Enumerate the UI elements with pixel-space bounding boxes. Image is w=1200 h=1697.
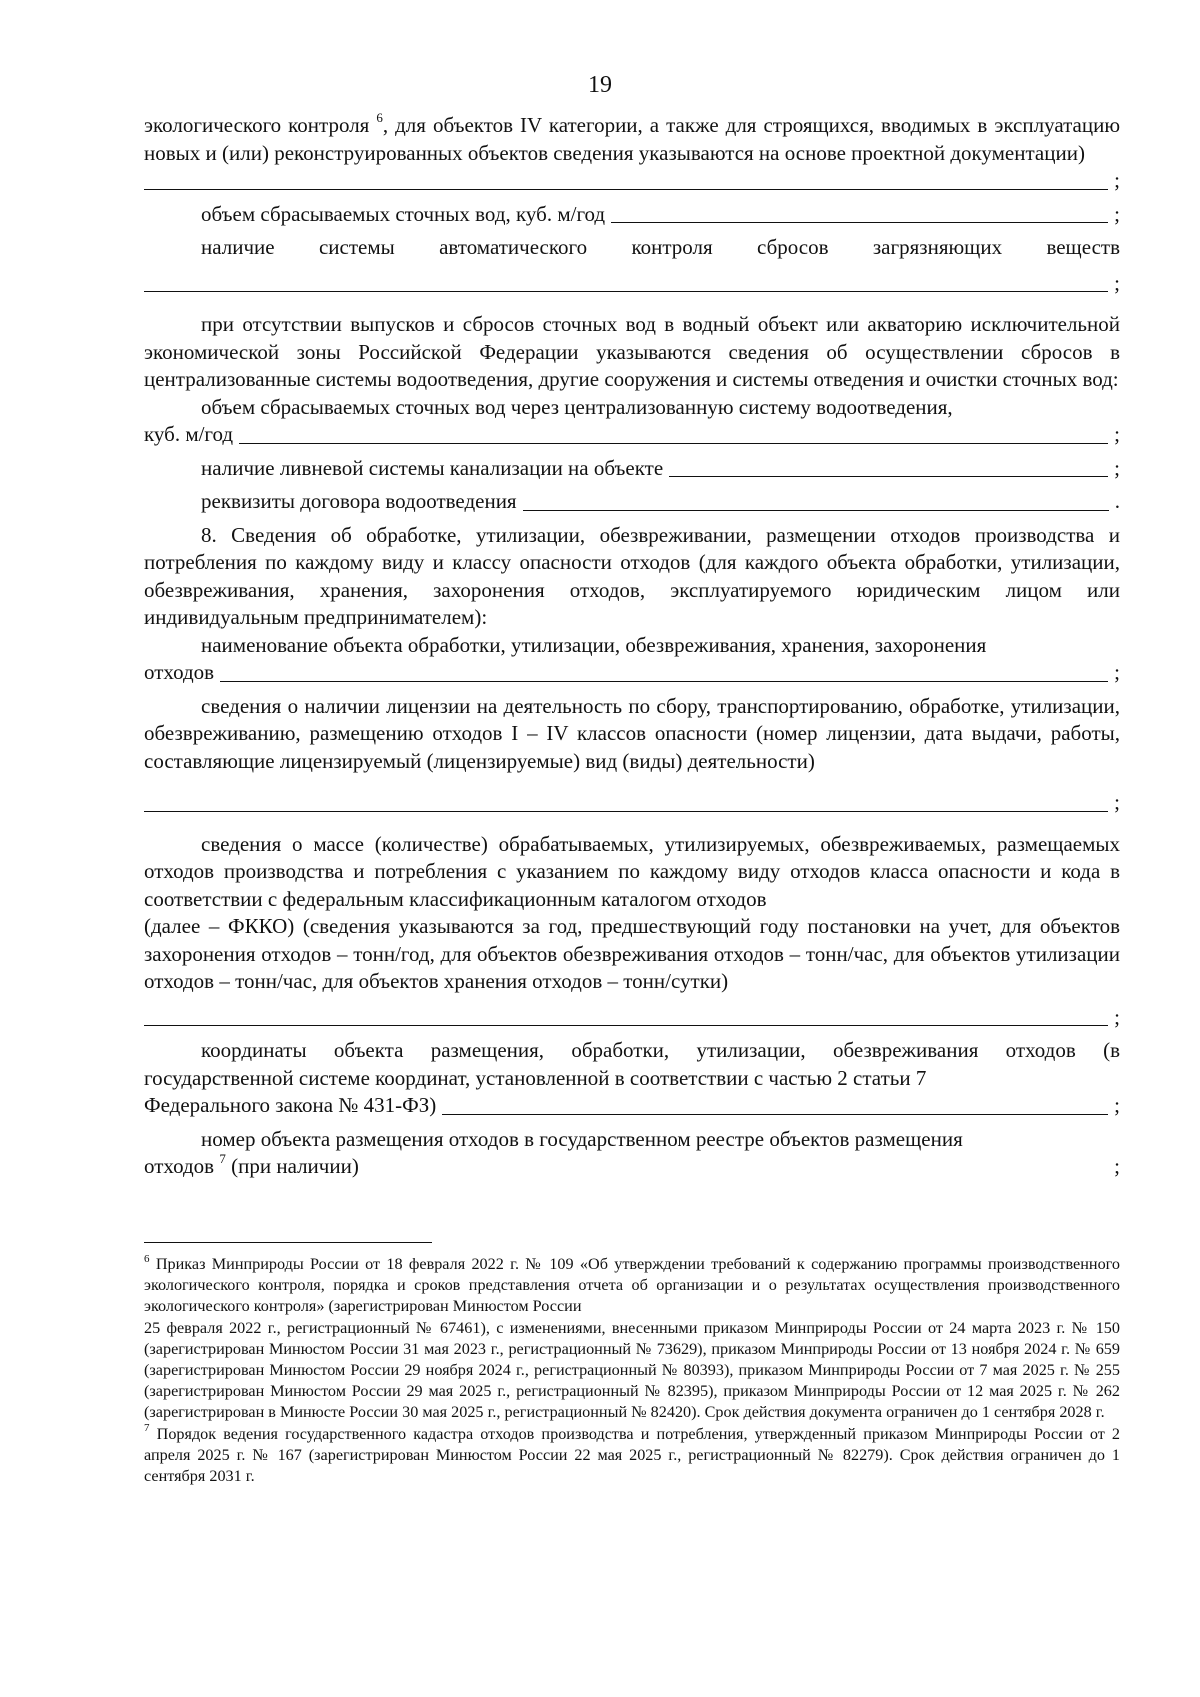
fill-line[interactable] <box>611 221 1108 223</box>
blank-field-waste-mass: ; <box>144 1004 1120 1032</box>
paragraph-license: сведения о наличии лицензии на деятельность по сбору, транспортированию, обработке, утилизации, обезвреживанию, размещению отходов I – IV классов опасности (номер лицензии, дата выдачи, работы, составляющие лицензируемый (лицензируемые) вид (виды) деятельности) <box>144 693 1120 773</box>
field-storm-sewer: наличие ливневой системы канализации на объекте ; <box>201 455 1120 480</box>
paragraph-registry-number: номер объекта размещения отходов в государственном реестре объектов размещения <box>201 1126 963 1151</box>
section-8-heading: 8. Сведения об обработке, утилизации, обезвреживании, размещении отходов производства и потребления по каждому виду и классу опасности отходов (для каждого объекта обработки, утилизации, обезвреживания, хранения, захоронения отходов, эксплуатируемого юридическим лицом или индивидуальным предпринимателем): <box>144 522 1120 629</box>
footnote-7: $^7$ Порядок ведения государственного кадастра отходов производства и потребления, утвержденный приказом Минприроды России от 2 апреля 2025 г. № 167 (зарегистрирован Минюстом России 22 мая 2025 г., регистрационный № 82279). Срок действия ограничен до 1 сентября 2031 г. <box>144 1422 1121 1486</box>
field-auto-control-label: наличие системы автоматического контроля сбросов загрязняющих веществ <box>201 235 1120 259</box>
fill-area[interactable] <box>365 1175 1108 1176</box>
fill-line[interactable] <box>144 810 1108 812</box>
paragraph-central-volume: объем сбрасываемых сточных вод через централизованную систему водоотведения, <box>201 394 953 419</box>
field-discharge-volume: объем сбрасываемых сточных вод, куб. м/год ; <box>201 201 1120 226</box>
page-number: 19 <box>588 72 612 98</box>
footnote-separator <box>144 1242 432 1243</box>
fill-line[interactable] <box>523 509 1109 511</box>
fill-line[interactable] <box>239 442 1108 444</box>
fill-line[interactable] <box>669 475 1108 477</box>
field-contract-details: реквизиты договора водоотведения . <box>201 489 1120 513</box>
fill-line[interactable] <box>144 290 1108 292</box>
blank-field-project-doc: ; <box>144 167 1120 195</box>
footnote-ref-6[interactable]: 6 <box>376 110 383 125</box>
field-registry-number: отходов $^7$ (при наличии) ; <box>144 1151 1120 1178</box>
blank-field-license: ; <box>144 789 1120 817</box>
footnote-6: $^6$ Приказ Минприроды России от 18 февраля 2022 г. № 109 «Об утверждении требований к содержанию программы производственного экологического контроля, порядка и сроков представления отчета об организации и о результатах осуществления производственного экологического контроля» (зарегистрирован Минюстом России <box>144 1252 1120 1316</box>
fill-line[interactable] <box>442 1113 1108 1115</box>
paragraph-fkko: (далее – ФККО) (сведения указываются за год, предшествующий году постановки на учет, для объектов захоронения отходов – тонн/год, для объектов обезвреживания отходов – тонн/час, для объектов утилизации отходов – тонн/час, для объектов хранения отходов – тонн/сутки) <box>144 914 1120 993</box>
field-central-volume: куб. м/год ; <box>144 422 1120 446</box>
field-object-name: отходов ; <box>144 660 1120 684</box>
fill-line[interactable] <box>220 680 1108 682</box>
paragraph-waste-mass: сведения о массе (количестве) обрабатываемых, утилизируемых, обезвреживаемых, размещаемых отходов производства и потребления с указанием по каждому виду отходов класса опасности и кода в соответствии с федеральным классификационным каталогом отходов <box>144 831 1120 911</box>
paragraph-coordinates: координаты объекта размещения, обработки, утилизации, обезвреживания отходов (в государственной системе координат, установленной в соответствии с частью 2 статьи 7 <box>144 1038 1120 1090</box>
fill-line[interactable] <box>144 188 1108 190</box>
footnote-6-continued: 25 февраля 2022 г., регистрационный № 67461), с изменениями, внесенными приказом Минприроды России от 24 марта 2023 г. № 150 (зарегистрирован Минюстом России 31 мая 2023 г., регистрационный № 73629), приказом Минприроды России от 13 ноября 2024 г. № 659 (зарегистрирован Минюстом России 29 ноября 2024 г., регистрационный № 80393), приказом Минприроды России от 7 мая 2025 г. № 255 (зарегистрирован Минюстом России 29 мая 2025 г., регистрационный № 82395), приказом Минприроды России от 12 мая 2025 г. № 262 (зарегистрирован в Минюсте России 30 мая 2025 г., регистрационный № 82420). Срок действия документа ограничен до 1 сентября 2028 г. <box>144 1318 1120 1422</box>
paragraph-object-name: наименование объекта обработки, утилизации, обезвреживания, хранения, захоронения <box>201 632 987 657</box>
blank-field-auto-control: ; <box>144 270 1120 298</box>
main-text <box>144 112 1120 1181</box>
footnote-ref-7[interactable]: 7 <box>219 1151 226 1166</box>
paragraph-no-discharge: при отсутствии выпусков и сбросов сточных вод в водный объект или акваторию исключительной экономической зоны Российской Федерации указываются сведения об осуществлении сбросов в централизованные системы водоотведения, другие сооружения и системы отведения и очистки сточных вод: <box>144 312 1120 391</box>
footnotes <box>144 1254 1120 1487</box>
paragraph-control-intro: экологического контроля $^6$, для объектов IV категории, а также для строящихся, вводимых в эксплуатацию новых и (или) реконструированных объектов сведения указываются на основе проектной документации) <box>144 110 1121 165</box>
fill-line[interactable] <box>144 1024 1108 1026</box>
field-coordinates: Федерального закона № 431-ФЗ) ; <box>144 1093 1120 1117</box>
